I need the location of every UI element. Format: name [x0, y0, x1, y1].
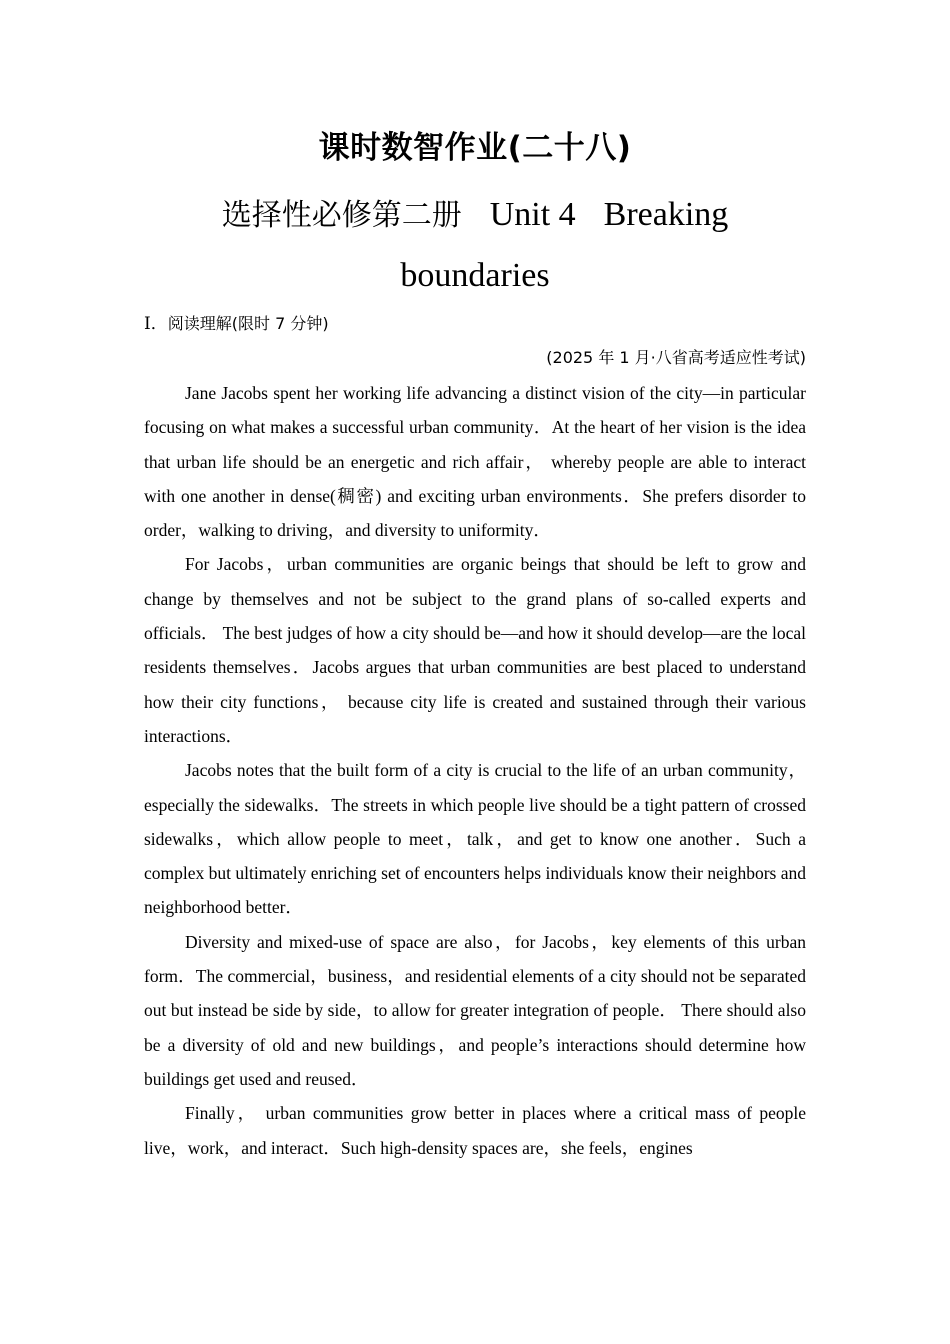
section-name: 阅读理解 — [167, 314, 232, 333]
exam-source: (2025 年 1 月·八省高考适应性考试) — [546, 348, 806, 367]
passage-paragraph-3: Jacobs notes that the built form of a city is crucial to the life of an urban community，especially the sidewalks．The streets in which people live should be a tight pattern of crossed sidewalks，which allow people to meet，talk，and get to know one another．Such a complex but ultimately enriching set of encounters helps individuals know their neighbors and neighborhood better． — [144, 760, 806, 918]
passage-paragraph-4: Diversity and mixed-use of space are also，for Jacobs，key elements of this urban form．The commercial，business，and residential elements of a city should not be separated out but instead be side by side，to allow for greater integration of people． There should also be a diversity of old and new buildings，and people’s interactions should determine how buildings get used and reused． — [144, 931, 806, 1089]
passage — [144, 376, 806, 1165]
section-heading — [144, 311, 329, 337]
unit-number: Unit 4 — [489, 196, 576, 233]
section-numeral: Ⅰ． — [144, 314, 168, 333]
page-title: 课时数智作业(二十八) — [318, 130, 632, 166]
book-name: 选择性必修第二册 — [221, 198, 462, 233]
passage-paragraph-1: Jane Jacobs spent her working life advancing a distinct vision of the city—in particular focusing on what makes a successful urban community．At the heart of her vision is the idea that urban life should be an energetic and rich affair， whereby people are able to interact with one another in dense(稠密) and exciting urban environments．She prefers disorder to order，walking to driving，and diversity to uniformity． — [144, 383, 806, 541]
unit-subtitle — [150, 185, 800, 306]
unit-topic: Breaking boundaries — [400, 196, 729, 294]
section-time-limit: (限时 7 分钟) — [231, 314, 329, 333]
passage-paragraph-5: Finally， urban communities grow better in places where a critical mass of people live，work，and interact．Such high-density spaces are，she feels，engines — [144, 1103, 806, 1158]
passage-paragraph-2: For Jacobs，urban communities are organic beings that should be left to grow and change by themselves and not be subject to the grand plans of so-called experts and officials． The best judges of how a city should be—and how it should develop—are the local residents themselves．Jacobs argues that urban communities are best placed to understand how their city functions， because city life is created and sustained through their various interactions． — [144, 554, 806, 746]
